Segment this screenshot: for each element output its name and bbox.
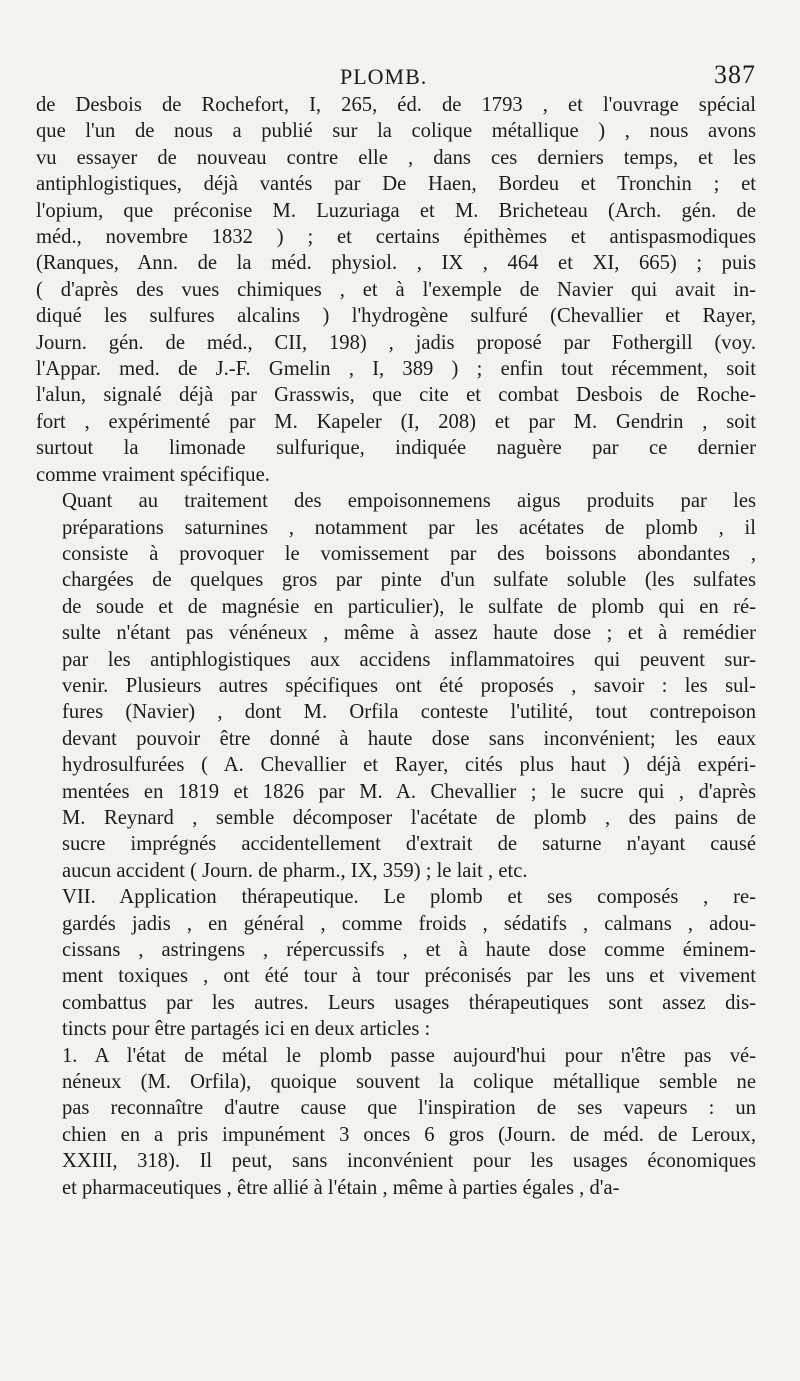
text-line: sucre imprégnés accidentellement d'extrait de saturne n'ayant causé bbox=[62, 833, 756, 856]
text-line: 1. A l'état de métal le plomb passe aujourd'hui pour n'être pas vé- bbox=[62, 1044, 756, 1067]
text-line: l'alun, signalé déjà par Grasswis, que cite et combat Desbois de Roche- bbox=[36, 384, 756, 407]
text-line: chien en a pris impunément 3 onces 6 gros (Journ. de méd. de Leroux, bbox=[62, 1123, 756, 1146]
text-line: combattus par les autres. Leurs usages thérapeutiques sont assez dis- bbox=[62, 991, 756, 1014]
text-line: néneux (M. Orfila), quoique souvent la colique métallique semble ne bbox=[62, 1071, 756, 1094]
text-line: chargées de quelques gros par pinte d'un sulfate soluble (les sulfates bbox=[62, 569, 756, 592]
text-line: ( d'après des vues chimiques , et à l'exemple de Navier qui avait in- bbox=[36, 278, 756, 301]
text-line: ment toxiques , ont été tour à tour préconisés par les uns et vivement bbox=[62, 965, 756, 988]
text-line: aucun accident ( Journ. de pharm., IX, 359) ; le lait , etc. bbox=[62, 859, 528, 882]
text-line: consiste à provoquer le vomissement par des boissons abondantes , bbox=[62, 542, 756, 565]
page-header bbox=[36, 60, 756, 92]
text-line: gardés jadis , en général , comme froids , sédatifs , calmans , adou- bbox=[62, 912, 756, 935]
text-line: méd., novembre 1832 ) ; et certains épithèmes et antispasmodiques bbox=[36, 226, 756, 249]
text-line: VII. Application thérapeutique. Le plomb et ses composés , re- bbox=[62, 886, 756, 909]
paragraph-acute-poisoning bbox=[36, 488, 756, 884]
text-line: de Desbois de Rochefort, I, 265, éd. de 1793 , et l'ouvrage spécial bbox=[36, 94, 756, 116]
paragraph-colique-treatments bbox=[36, 92, 756, 488]
text-line: que l'un de nous a publié sur la colique métallique ) , nous avons bbox=[36, 120, 756, 143]
running-title: PLOMB. bbox=[340, 64, 428, 89]
text-line: et pharmaceutiques , être allié à l'étain , même à parties égales , d'a- bbox=[62, 1176, 620, 1199]
text-line: Quant au traitement des empoisonnemens aigus produits par les bbox=[62, 490, 756, 513]
text-line: vu essayer de nouveau contre elle , dans ces derniers temps, et les bbox=[36, 146, 756, 169]
text-line: Journ. gén. de méd., CII, 198) , jadis proposé par Fothergill (voy. bbox=[36, 331, 756, 354]
text-line: fures (Navier) , dont M. Orfila conteste l'utilité, tout contrepoison bbox=[62, 701, 756, 724]
text-line: par les antiphlogistiques aux accidens inflammatoires qui peuvent sur- bbox=[62, 648, 756, 671]
text-line: (Ranques, Ann. de la méd. physiol. , IX , 464 et XI, 665) ; puis bbox=[36, 252, 756, 275]
paragraph-metal-state bbox=[36, 1043, 756, 1201]
text-line: l'opium, que préconise M. Luzuriaga et M. Bricheteau (Arch. gén. de bbox=[36, 199, 756, 222]
page-number: 387 bbox=[714, 60, 756, 89]
text-line: de soude et de magnésie en particulier), le sulfate de plomb qui en ré- bbox=[62, 595, 756, 618]
text-line: devant pouvoir être donné à haute dose sans inconvénient; les eaux bbox=[62, 727, 756, 750]
text-line: fort , expérimenté par M. Kapeler (I, 208) et par M. Gendrin , soit bbox=[36, 410, 756, 433]
text-line: l'Appar. med. de J.-F. Gmelin , I, 389 ) ; enfin tout récemment, soit bbox=[36, 358, 756, 381]
text-line: hydrosulfurées ( A. Chevallier et Rayer, cités plus haut ) déjà expéri- bbox=[62, 754, 756, 777]
text-line: préparations saturnines , notamment par les acétates de plomb , il bbox=[62, 516, 756, 539]
text-line: tincts pour être partagés ici en deux articles : bbox=[62, 1018, 431, 1041]
text-line: M. Reynard , semble décomposer l'acétate de plomb , des pains de bbox=[62, 806, 756, 829]
text-line: venir. Plusieurs autres spécifiques ont été proposés , savoir : les sul- bbox=[62, 674, 756, 697]
text-line: antiphlogistiques, déjà vantés par De Haen, Bordeu et Tronchin ; et bbox=[36, 173, 756, 196]
text-line: mentées en 1819 et 1826 par M. A. Chevallier ; le sucre qui , d'après bbox=[62, 780, 756, 803]
text-line: surtout la limonade sulfurique, indiquée naguère par ce dernier bbox=[36, 437, 756, 460]
text-line: sulte n'étant pas vénéneux , même à assez haute dose ; et à remédier bbox=[62, 622, 756, 645]
text-line: cissans , astringens , répercussifs , et à haute dose comme éminem- bbox=[62, 939, 756, 961]
paragraph-therapeutic-application bbox=[36, 884, 756, 1042]
text-line: pas reconnaître d'autre cause que l'inspiration de ses vapeurs : un bbox=[62, 1097, 756, 1120]
text-line: comme vraiment spécifique. bbox=[36, 463, 270, 486]
text-line: diqué les sulfures alcalins ) l'hydrogène sulfuré (Chevallier et Rayer, bbox=[36, 305, 756, 328]
text-line: XXIII, 318). Il peut, sans inconvénient pour les usages économiques bbox=[62, 1150, 756, 1173]
page-body bbox=[36, 92, 756, 1201]
